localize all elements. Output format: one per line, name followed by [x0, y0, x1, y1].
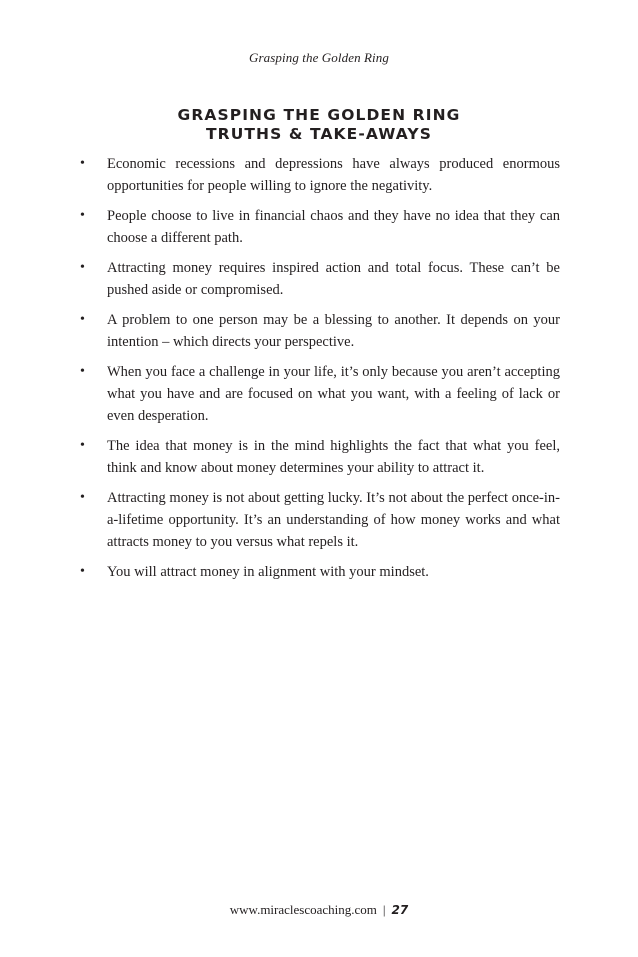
- list-item: [0, 257, 638, 301]
- section-heading: [0, 106, 638, 144]
- list-item: [0, 205, 638, 249]
- list-item-text: You will attract money in alignment with your mindset.: [107, 564, 429, 580]
- section-title-line-2: TRUTHS & TAKE-AWAYS: [205, 125, 432, 143]
- bullet-icon: •: [80, 490, 85, 505]
- bullet-icon: •: [80, 312, 85, 327]
- bullet-icon: •: [80, 438, 85, 453]
- footer-website: www.miraclescoaching.com: [229, 902, 377, 917]
- bullet-icon: •: [80, 564, 85, 579]
- list-item-text: Attracting money is not about getting lucky. It’s not about the perfect once-in-a-lifetime opportunity. It’s an understanding of how money works and what attracts money to you versus what repels it.: [107, 490, 560, 550]
- list-item: [0, 309, 638, 353]
- running-footer: [0, 902, 638, 918]
- list-item: [0, 487, 638, 553]
- list-item: [0, 561, 638, 583]
- list-item: [0, 435, 638, 479]
- list-item-text: Economic recessions and depressions have always produced enormous opportunities for people willing to ignore the negativity.: [107, 156, 560, 194]
- list-item-text: People choose to live in financial chaos and they have no idea that they can choose a different path.: [107, 208, 560, 246]
- bullet-icon: •: [80, 260, 85, 275]
- running-header: Grasping the Golden Ring: [249, 50, 389, 65]
- takeaways-list: [0, 153, 638, 591]
- page-number: 27: [391, 903, 409, 917]
- list-item: [0, 361, 638, 427]
- list-item: [0, 153, 638, 197]
- footer-separator: |: [382, 902, 386, 917]
- list-item-text: When you face a challenge in your life, it’s only because you aren’t accepting what you have and are focused on what you want, with a feeling of lack or even desperation.: [107, 364, 560, 424]
- list-item-text: Attracting money requires inspired action and total focus. These can’t be pushed aside or compromised.: [107, 260, 560, 298]
- list-item-text: A problem to one person may be a blessing to another. It depends on your intention – which directs your perspective.: [107, 312, 560, 350]
- list-item-text: The idea that money is in the mind highlights the fact that what you feel, think and know about money determines your ability to attract it.: [107, 438, 560, 476]
- bullet-icon: •: [80, 208, 85, 223]
- bullet-icon: •: [80, 364, 85, 379]
- section-title-line-1: GRASPING THE GOLDEN RING: [177, 106, 461, 124]
- bullet-icon: •: [80, 156, 85, 171]
